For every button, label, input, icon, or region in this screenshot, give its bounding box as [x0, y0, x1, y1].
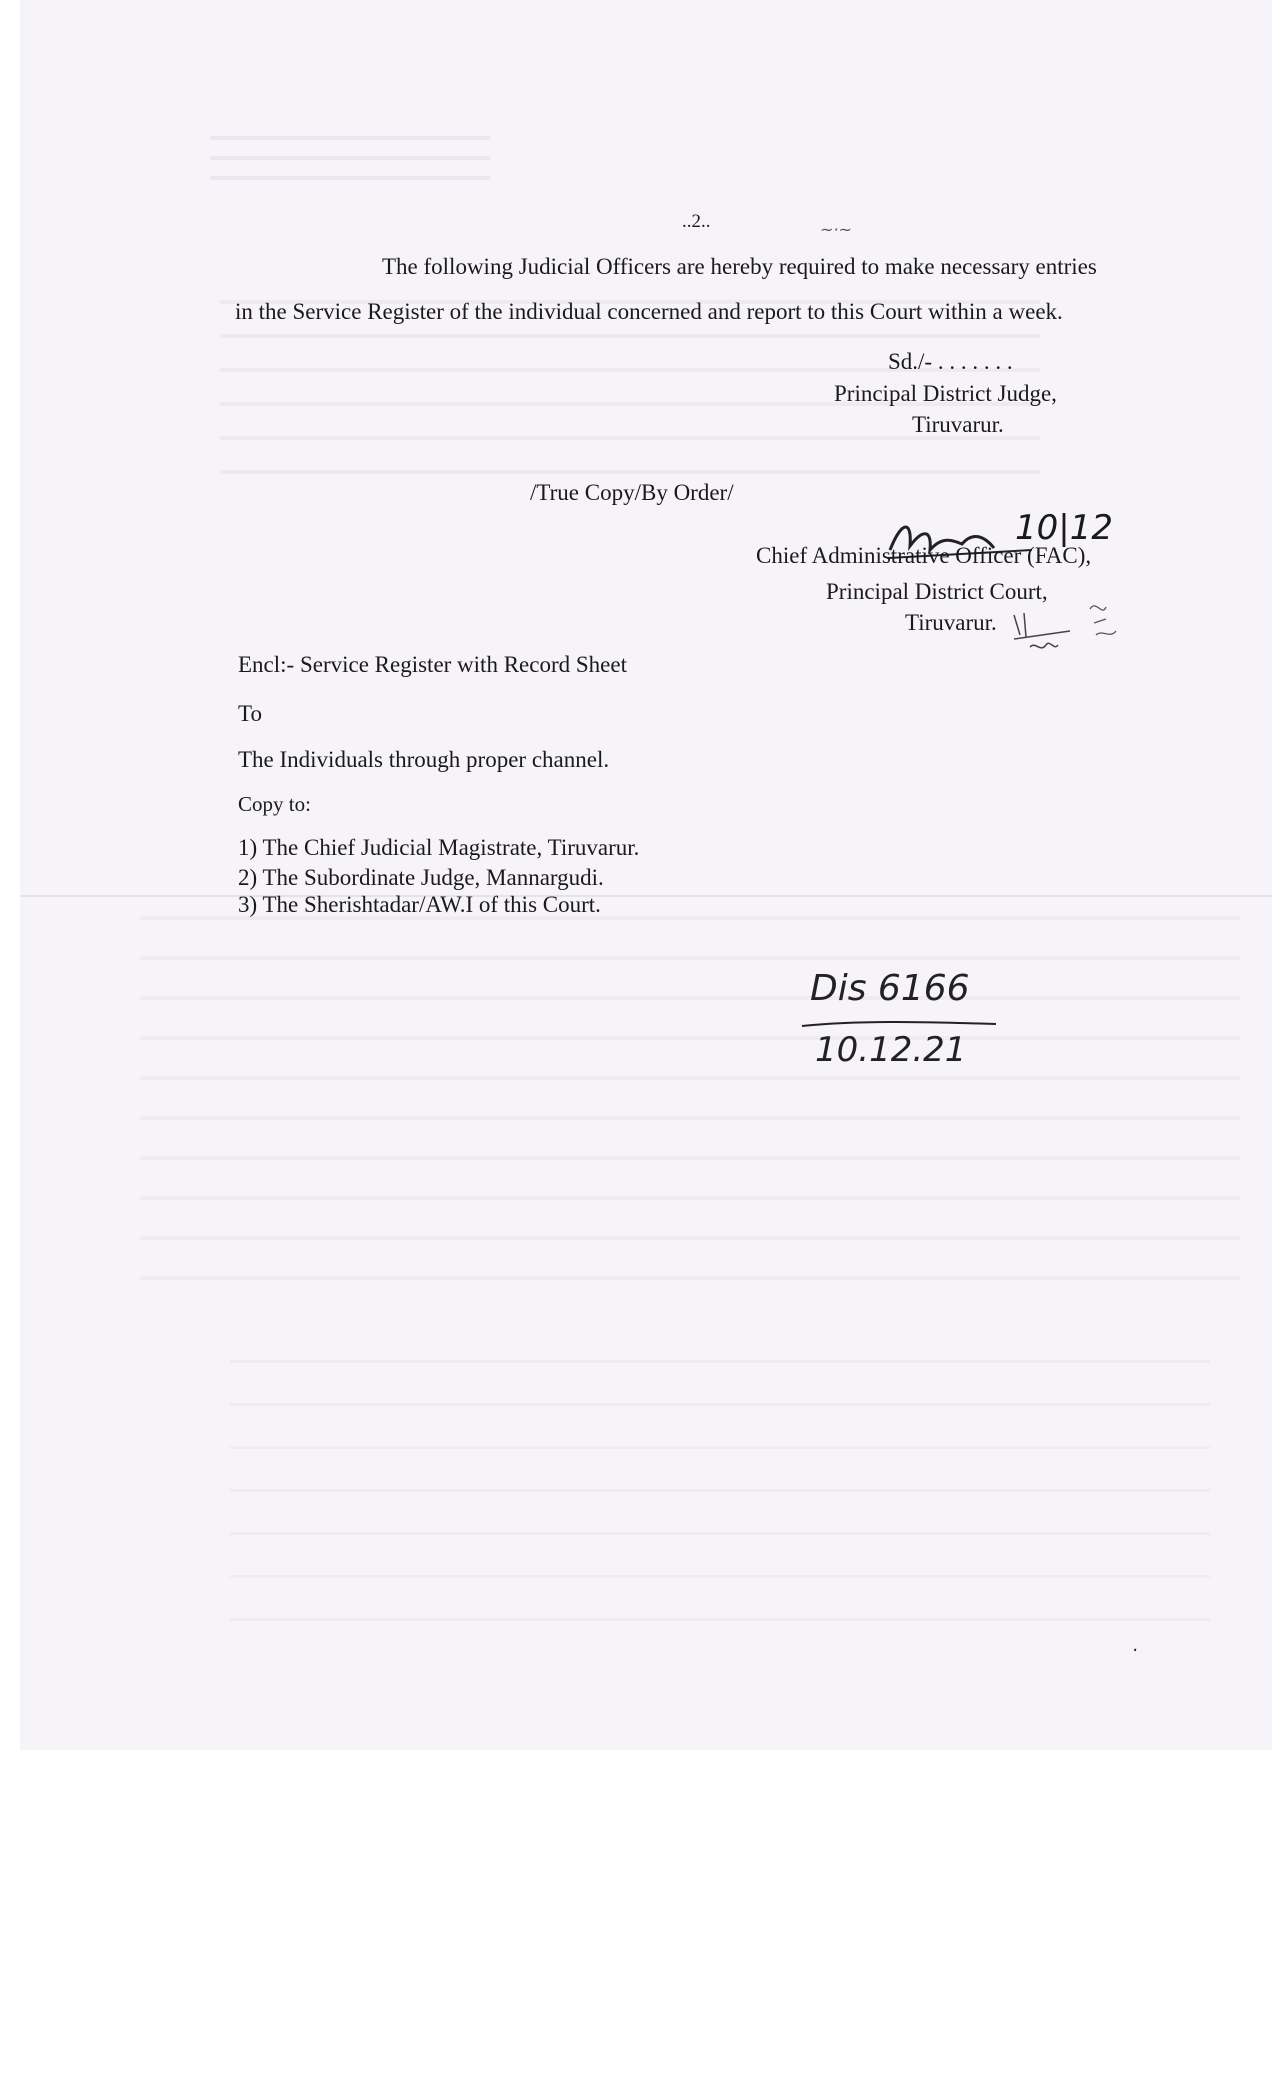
- page-marker: ..2..: [682, 211, 711, 232]
- stray-dot: ·: [1132, 1640, 1138, 1661]
- body-line-2: in the Service Register of the individual concerned and report to this Court within a week.: [235, 299, 1063, 324]
- cao-court: Principal District Court,: [826, 579, 1048, 604]
- stray-mark: ~·~: [820, 220, 852, 239]
- cao-title: Chief Administrative Officer (FAC),: [756, 543, 1092, 568]
- judge-place: Tiruvarur.: [912, 412, 1004, 437]
- show-through-block: [230, 1320, 1210, 1640]
- show-through-block: [210, 120, 490, 180]
- to-label: To: [238, 701, 262, 726]
- dispatch-number: Dis 6166: [810, 968, 970, 1009]
- copy-item-3: 3) The Sherishtadar/AW.I of this Court.: [238, 892, 601, 917]
- signed-line: Sd./- . . . . . . .: [888, 349, 1013, 374]
- scanned-letter: [20, 0, 1272, 1750]
- copy-item-2: 2) The Subordinate Judge, Mannargudi.: [238, 865, 604, 890]
- initials-scribble: [1010, 595, 1130, 665]
- dispatch-date: 10.12.21: [815, 1030, 967, 1070]
- dispatch-underline: [800, 1018, 1000, 1030]
- true-copy-line: /True Copy/By Order/: [530, 480, 734, 505]
- show-through-block: [140, 880, 1240, 1300]
- enclosure-line: Encl:- Service Register with Record Sheet: [238, 652, 627, 677]
- body-line-1: The following Judicial Officers are hereby required to make necessary entries: [382, 254, 1097, 279]
- fold-line: [20, 895, 1272, 897]
- to-value: The Individuals through proper channel.: [238, 747, 610, 772]
- copy-label: Copy to:: [238, 792, 311, 816]
- handwritten-date: 10|12: [1015, 508, 1113, 548]
- copy-item-1: 1) The Chief Judicial Magistrate, Tiruvarur.: [238, 835, 640, 860]
- cao-place: Tiruvarur.: [905, 610, 997, 635]
- judge-title: Principal District Judge,: [834, 381, 1057, 406]
